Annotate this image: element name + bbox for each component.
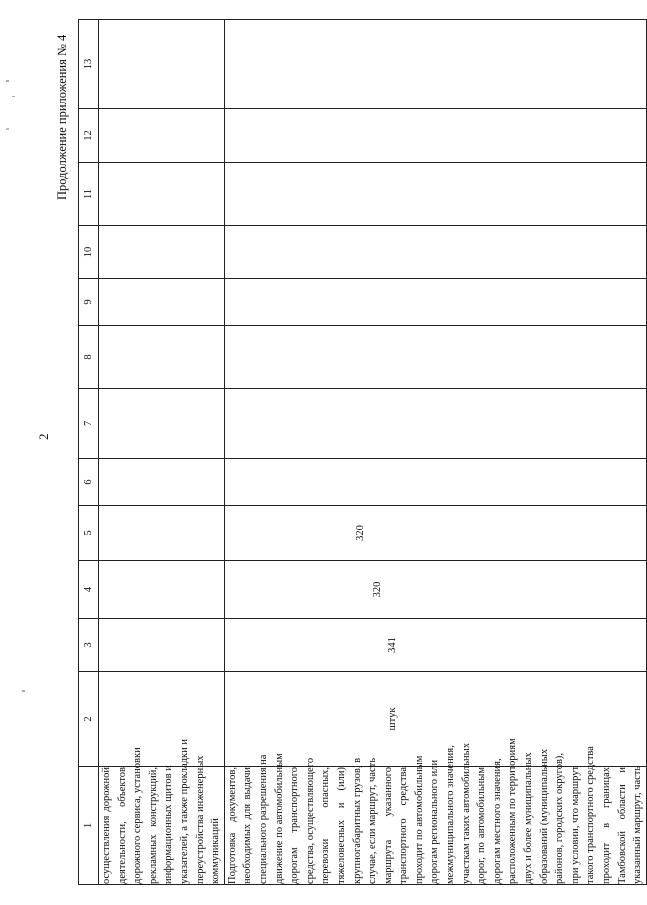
- text-line: расположенным по территориям: [507, 738, 519, 884]
- text-line: участкам таких автомобильных: [460, 743, 472, 884]
- table-cell: [224, 459, 646, 506]
- table-cell: [224, 389, 646, 459]
- table-cell: [99, 672, 225, 767]
- text-line: дорогам местного значения,: [491, 758, 503, 884]
- table-cell: [224, 226, 646, 279]
- table-cell: [99, 226, 225, 279]
- text-line: дорогам регионального или: [429, 759, 441, 884]
- text-line: перевозки опасных,: [320, 767, 332, 884]
- table-cell: [99, 561, 225, 619]
- table-cell: [99, 619, 225, 672]
- text-line: Подготовка документов,: [226, 767, 238, 884]
- col5-cell: [224, 506, 646, 561]
- table-cell: [99, 109, 225, 163]
- unit-value: штук: [386, 707, 398, 731]
- col4-value: 320: [371, 581, 383, 598]
- column-number-row: [79, 20, 99, 885]
- text-line: при условии, что маршрут: [569, 765, 581, 884]
- text-line: проходит в границах: [601, 767, 612, 884]
- text-line: информационных щитов и: [163, 765, 175, 884]
- col-number-10: 10: [79, 226, 99, 279]
- text-line: районов, городских округов),: [554, 752, 566, 884]
- text-line: двух и более муниципальных: [523, 752, 535, 884]
- appendix-table: [78, 19, 647, 885]
- table-row: [224, 20, 646, 885]
- table-cell: [99, 279, 225, 326]
- scan-speck: [6, 80, 9, 82]
- col-number-3: 3: [79, 619, 99, 672]
- col4-cell: [224, 561, 646, 619]
- col-number-12: 12: [79, 109, 99, 163]
- table-cell: [99, 326, 225, 389]
- text-line: образований (муниципальных: [538, 749, 550, 884]
- scan-speck: [6, 128, 9, 130]
- scan-speck: [22, 690, 25, 692]
- text-line: переустройства инженерных: [194, 755, 206, 884]
- col5-value: 320: [354, 525, 366, 541]
- col-number-2: 2: [79, 672, 99, 767]
- table-cell: [99, 389, 225, 459]
- text-line: такого транспортного средства: [585, 746, 597, 884]
- table-cell: [99, 163, 225, 226]
- text-line: Тамбовской области и: [616, 767, 628, 884]
- text-line: тяжеловесных и (или): [335, 767, 347, 884]
- col3-value: 341: [386, 637, 398, 653]
- col-number-9: 9: [79, 279, 99, 326]
- text-line: дорожного сервиса, установки: [132, 747, 144, 884]
- text-line: средства, осуществляющего: [304, 757, 316, 884]
- col-number-1: 1: [79, 767, 99, 885]
- continuation-caption: Продолжение приложения № 4: [55, 34, 69, 200]
- scan-speck: [12, 96, 15, 97]
- text-line: крупногабаритных грузов, в: [351, 757, 363, 884]
- unit-cell: [224, 672, 646, 767]
- table-row: [99, 20, 225, 885]
- text-line: рекламных конструкций,: [147, 767, 159, 884]
- text-line: движение по автомобильным: [273, 753, 285, 884]
- row-b-description: [224, 738, 646, 885]
- col-number-8: 8: [79, 326, 99, 389]
- text-line: маршрута указанного: [382, 767, 394, 884]
- text-line: указанный маршрут, часть: [632, 765, 644, 884]
- text-line: дорогам транспортного: [289, 767, 301, 884]
- text-line: дорог, по автомобильным: [476, 767, 488, 884]
- rotated-document: [78, 20, 644, 885]
- table-cell: [224, 326, 646, 389]
- col-number-13: 13: [79, 20, 99, 109]
- col-number-4: 4: [79, 561, 99, 619]
- col-number-5: 5: [79, 506, 99, 561]
- text-line: случае, если маршрут, часть: [367, 757, 379, 884]
- text-line: указателей, а также прокладки и: [178, 738, 190, 884]
- text-line: межмуниципального значения,: [445, 745, 457, 884]
- text-line: деятельности, объектов: [116, 767, 128, 884]
- table-cell: [224, 20, 646, 109]
- table-cell: [99, 506, 225, 561]
- table-cell: [99, 20, 225, 109]
- text-line: транспортного средства: [398, 767, 410, 884]
- text-line: осуществления дорожной: [101, 767, 112, 884]
- row-a-description: [99, 738, 225, 885]
- table-cell: [99, 459, 225, 506]
- table-cell: [224, 163, 646, 226]
- table-cell: [224, 109, 646, 163]
- page-number: 2: [36, 433, 51, 440]
- text-line: проходит по автомобильным: [413, 755, 425, 884]
- text-line: необходимых для выдачи: [242, 767, 254, 884]
- col-number-7: 7: [79, 389, 99, 459]
- col-number-6: 6: [79, 459, 99, 506]
- col-number-11: 11: [79, 163, 99, 226]
- text-line: коммуникаций: [210, 818, 222, 884]
- table-cell: [224, 279, 646, 326]
- text-line: специального разрешения на: [257, 754, 269, 884]
- col3-cell: [224, 619, 646, 672]
